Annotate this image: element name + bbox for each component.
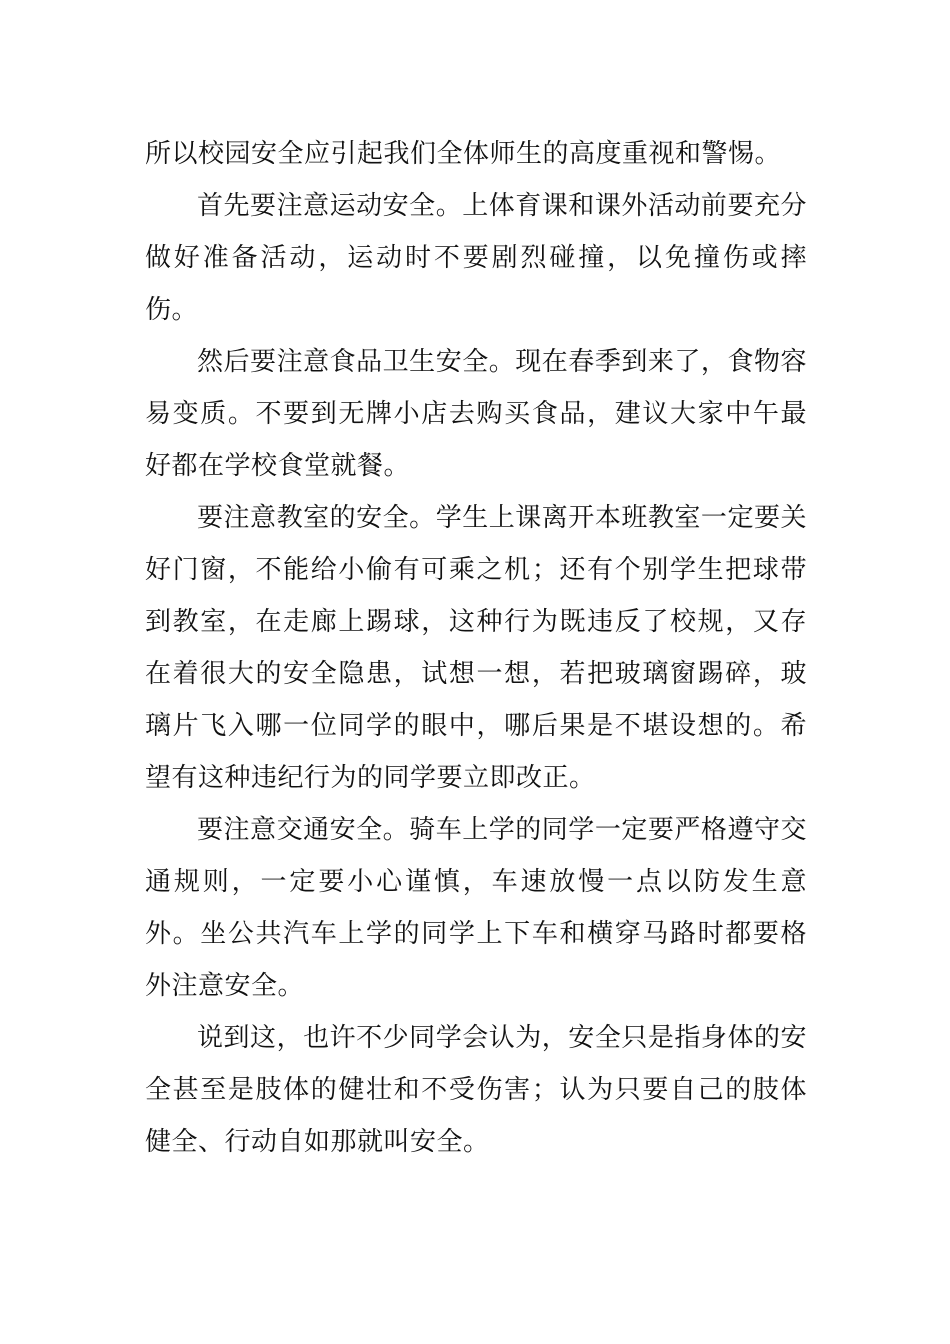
paragraph-safety-meaning: 说到这，也许不少同学会认为，安全只是指身体的安全甚至是肢体的健壮和不受伤害；认为只要自己的肢体健全、行动自如那就叫安全。 [145, 1023, 807, 1157]
paragraph-continuation: 所以校园安全应引起我们全体师生的高度重视和警惕。 [145, 139, 782, 169]
paragraph-traffic-safety: 要注意交通安全。骑车上学的同学一定要严格遵守交通规则，一定要小心谨慎，车速放慢一点以防发生意外。坐公共汽车上学的同学上下车和横穿马路时都要格外注意安全。 [145, 815, 807, 1001]
document-body [145, 128, 807, 1168]
paragraph-sports-safety: 首先要注意运动安全。上体育课和课外活动前要充分做好准备活动，运动时不要剧烈碰撞，以免撞伤或摔伤。 [145, 191, 807, 325]
paragraph-classroom-safety: 要注意教室的安全。学生上课离开本班教室一定要关好门窗，不能给小偷有可乘之机；还有个别学生把球带到教室，在走廊上踢球，这种行为既违反了校规，又存在着很大的安全隐患，试想一想，若把玻璃窗踢碎，玻璃片飞入哪一位同学的眼中，哪后果是不堪设想的。希望有这种违纪行为的同学要立即改正。 [145, 503, 807, 793]
paragraph-food-safety: 然后要注意食品卫生安全。现在春季到来了，食物容易变质。不要到无牌小店去购买食品，建议大家中午最好都在学校食堂就餐。 [145, 347, 807, 481]
